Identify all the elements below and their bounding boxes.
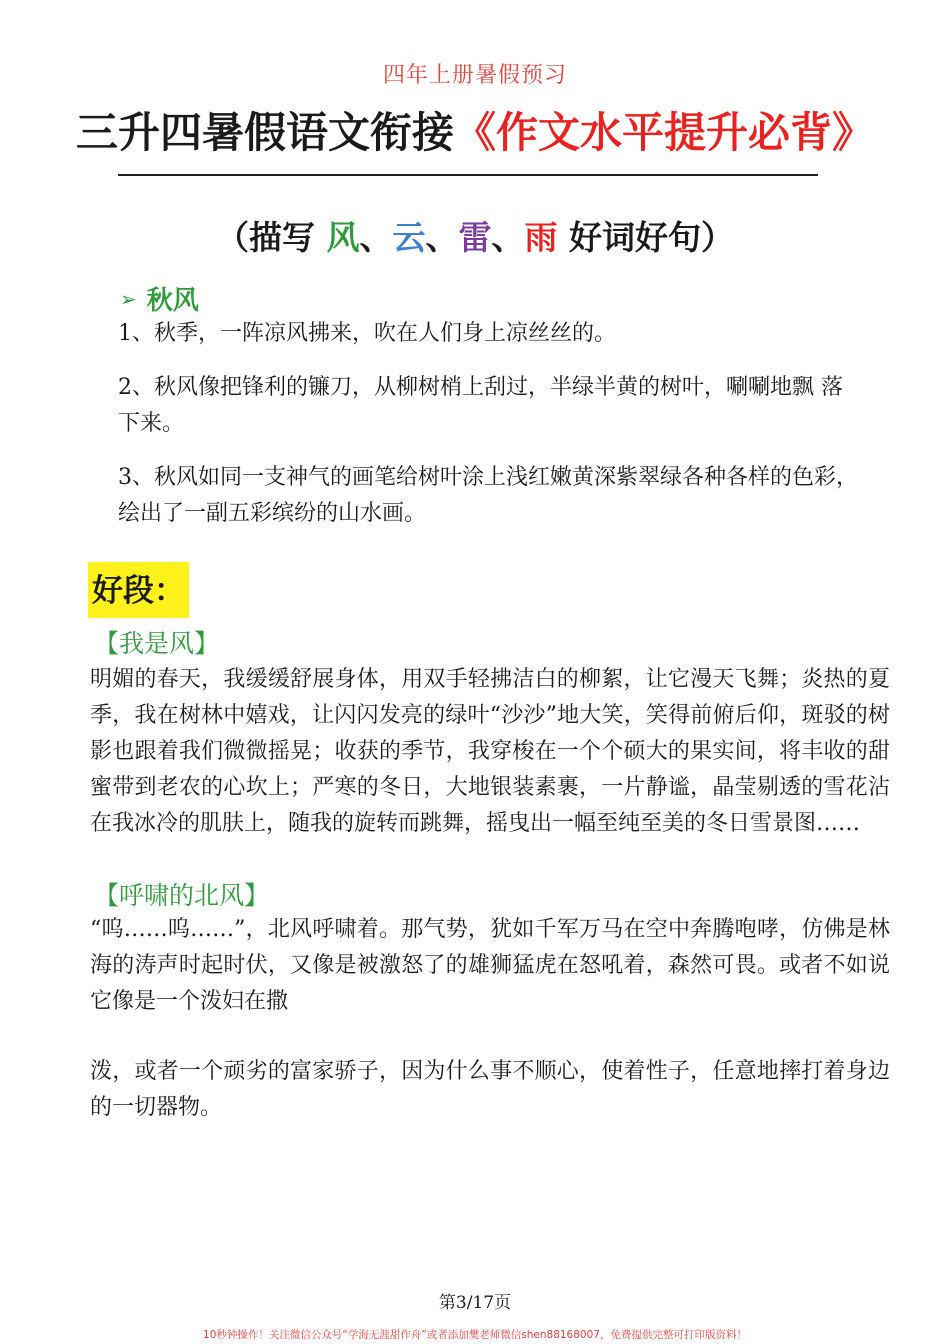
paragraph-heading: 【我是风】 xyxy=(94,629,220,658)
subtitle-close: 好词好句） xyxy=(557,218,734,257)
subtitle-word: 风 xyxy=(326,218,360,257)
paragraph-heading: 【呼啸的北风】 xyxy=(94,881,270,910)
page-title xyxy=(0,100,950,160)
sentence-entry: 1、秋季，一阵凉风拂来，吹在人们身上凉丝丝的。 xyxy=(118,321,616,346)
paragraph-continuation: 泼，或者一个顽劣的富家骄子，因为什么事不顺心，使着性子，任意地摔打着身边的一切器物。 xyxy=(90,1059,890,1120)
section-heading xyxy=(120,280,199,317)
subtitle-separator: 、 xyxy=(425,218,459,257)
section-heading-label: 秋风 xyxy=(146,286,199,316)
arrow-bullet-icon: ➢ xyxy=(120,287,137,311)
subtitle-word: 云 xyxy=(392,218,426,257)
page-number: 第3/17页 xyxy=(438,1293,512,1313)
title-highlight: 《作文水平提升必背》 xyxy=(454,108,875,157)
subtitle-open: （描写 xyxy=(216,218,327,257)
subtitle xyxy=(0,212,950,259)
sentence-entry: 2、秋风像把锋利的镰刀，从柳树梢上刮过，半绿半黄的树叶，唰唰地飘 落下来。 xyxy=(118,375,843,436)
top-label: 四年上册暑假预习 xyxy=(382,63,567,88)
paragraph-text: “呜……呜……”，北风呼啸着。那气势，犹如千军万马在空中奔腾咆哮，仿佛是林海的涛声时起时伏，又像是被激怒了的雄狮猛虎在怒吼着，森然可畏。或者不如说它像是一个泼妇在撒 xyxy=(90,917,890,1014)
subtitle-separator: 、 xyxy=(359,218,393,257)
sentence-entry: 3、秋风如同一支神气的画笔给树叶涂上浅红嫩黄深紫翠绿各种各样的色彩，绘出了一副五彩缤纷的山水画。 xyxy=(118,465,858,526)
subtitle-separator: 、 xyxy=(491,218,525,257)
title-divider xyxy=(118,174,818,176)
subtitle-word: 雨 xyxy=(524,218,558,257)
paragraph-text: 明媚的春天，我缓缓舒展身体，用双手轻拂洁白的柳絮，让它漫天飞舞；炎热的夏季，我在树林中嬉戏，让闪闪发亮的绿叶“沙沙”地大笑，笑得前俯后仰，斑驳的树影也跟着我们微微摇晃；收获的季节，我穿梭在一个个硕大的果实间，将丰收的甜蜜带到老农的心坎上；严寒的冬日，大地银装素裹，一片静谧，晶莹剔透的雪花沾在我冰冷的肌肤上，随我的旋转而跳舞，摇曳出一幅至纯至美的冬日雪景图…… xyxy=(90,667,890,836)
title-main: 三升四暑假语文衔接 xyxy=(75,108,454,157)
good-paragraphs-label: 好段： xyxy=(88,562,189,618)
subtitle-word: 雷 xyxy=(458,218,492,257)
footer-note: 10秒钟操作！关注微信公众号“学海无涯甜作舟”或者添加樊老师微信shen88168007，免费提供完整可打印版资料！ xyxy=(203,1329,747,1341)
